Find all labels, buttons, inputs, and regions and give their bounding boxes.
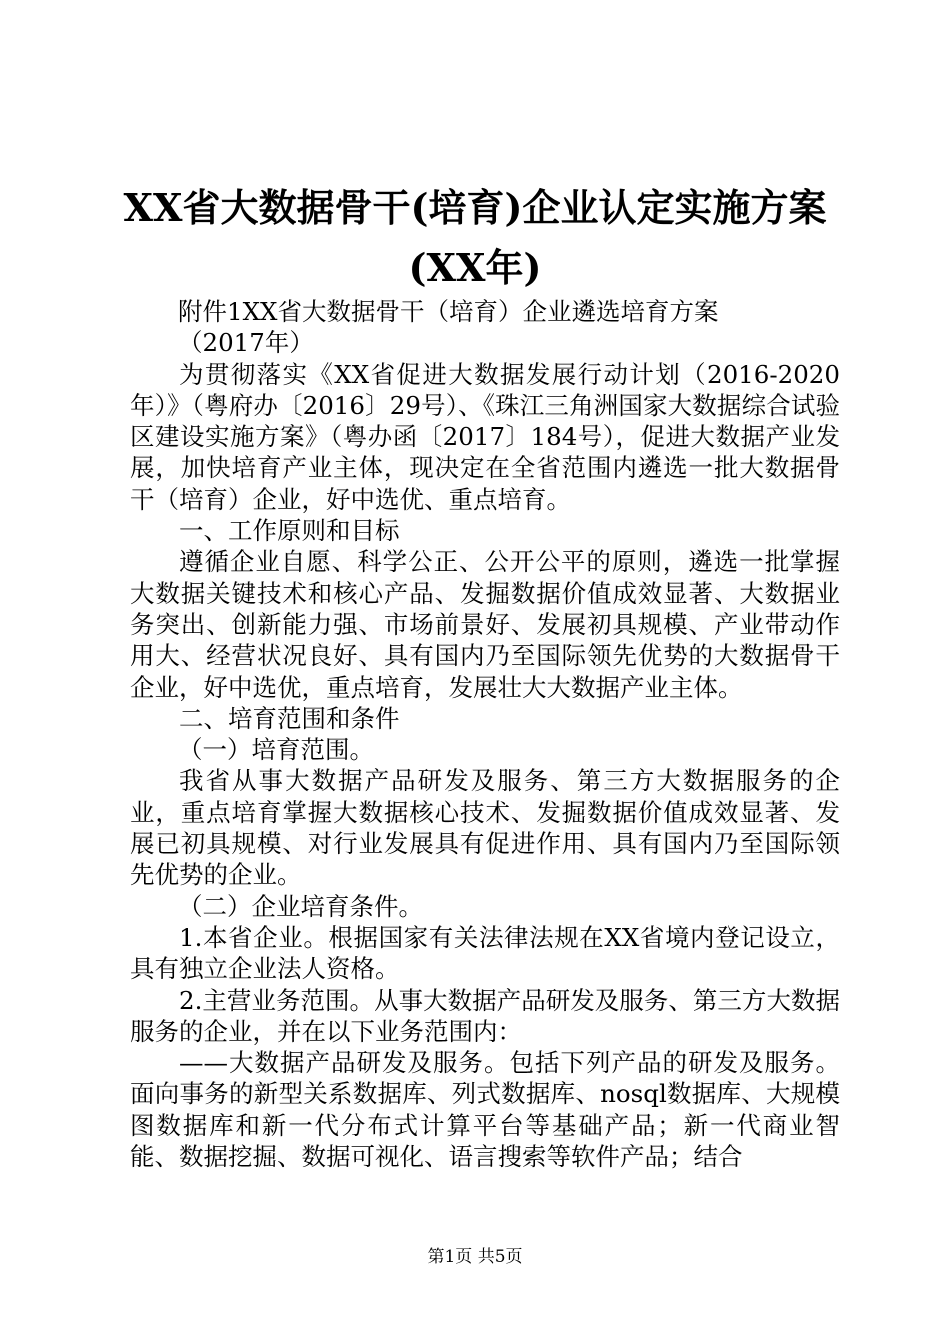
paragraph-principles: 遵循企业自愿、科学公正、公开公平的原则，遴选一批掌握大数据关键技术和核心产品、发掘数据价值成效显著、大数据业务突出、创新能力强、市场前景好、发展初具规模、产业带动作用大、经营状况良好、具有国内乃至国际领先优势的大数据骨干企业，好中选优，重点培育，发展壮大大数据产业主体。 — [130, 547, 840, 702]
attachment-year: （2017年） — [178, 328, 314, 358]
paragraph-products: ——大数据产品研发及服务。包括下列产品的研发及服务。面向事务的新型关系数据库、列式数据库、nosql数据库、大规模图数据库和新一代分布式计算平台等基础产品；新一代商业智能、数据挖掘、数据可视化、语言搜索等软件产品；结合 — [130, 1048, 840, 1172]
paragraph-scope: 我省从事大数据产品研发及服务、第三方大数据服务的企业，重点培育掌握大数据核心技术、发掘数据价值成效显著、发展已初具规模、对行业发展具有促进作用、具有国内乃至国际领先优势的企业。 — [130, 766, 840, 890]
attachment-line: 附件1XX省大数据骨干（培育）企业遴选培育方案 — [178, 297, 719, 326]
document-title: XX省大数据骨干(培育)企业认定实施方案(XX年) — [123, 185, 827, 290]
section-heading-2: 二、培育范围和条件 — [179, 703, 400, 733]
paragraph-condition-1: 1.本省企业。根据国家有关法律法规在XX省境内登记设立，具有独立企业法人资格。 — [130, 922, 840, 984]
paragraph-intro: 为贯彻落实《XX省促进大数据发展行动计划（2016-2020年）》（粤府办〔2016〕29号）、《珠江三角洲国家大数据综合试验区建设实施方案》（粤办函〔2017〕184号），促进大数据产业发展，加快培育产业主体，现决定在全省范围内遴选一批大数据骨干（培育）企业，好中选优、重点培育。 — [130, 359, 840, 514]
section-heading-1: 一、工作原则和目标 — [179, 516, 400, 546]
paragraph-condition-2: 2.主营业务范围。从事大数据产品研发及服务、第三方大数据服务的企业，并在以下业务范围内： — [130, 985, 840, 1046]
subsection-heading-1: （一）培育范围。 — [178, 735, 374, 765]
page-footer: 第1页 共5页 — [427, 1247, 523, 1267]
document-body — [130, 296, 840, 1172]
subsection-heading-2: （二）企业培育条件。 — [178, 891, 423, 921]
